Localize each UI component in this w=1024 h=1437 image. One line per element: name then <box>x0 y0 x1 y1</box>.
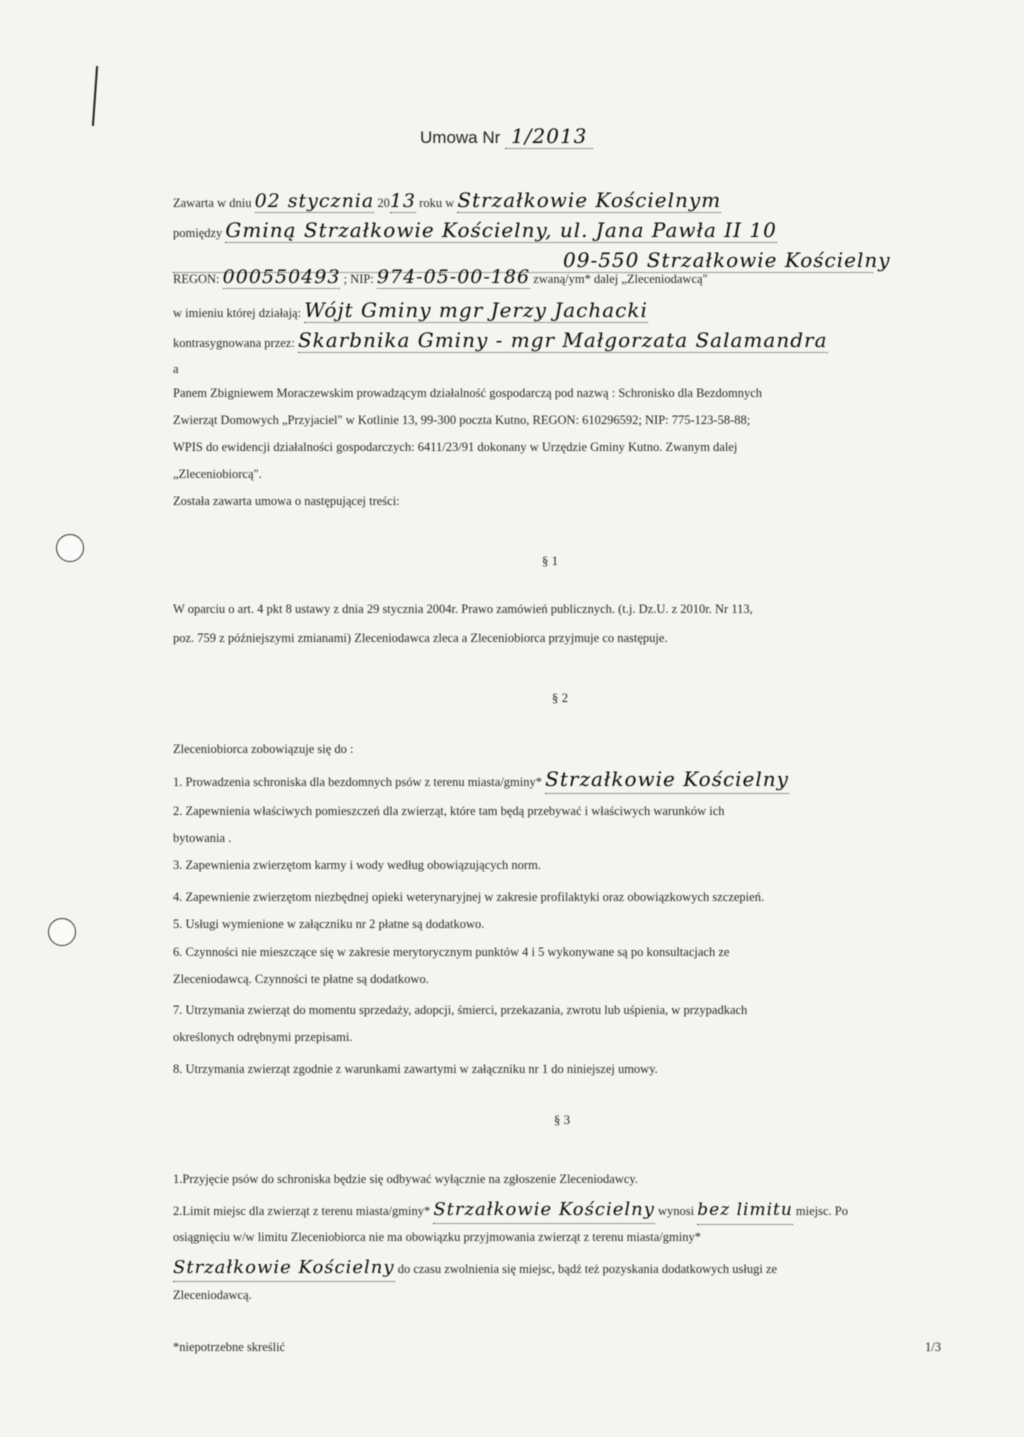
footnote: *niepotrzebne skreślić <box>173 1340 286 1354</box>
year-value: 13 <box>389 190 417 212</box>
regon-label: REGON: <box>173 272 220 286</box>
regon-value: 000550493 <box>222 266 341 288</box>
countersign-value: Skarbnika Gminy - mgr Małgorzata Salamandra <box>297 328 828 352</box>
section-3-item-2-c: miejsc. Po <box>795 1204 849 1218</box>
section-2-item-4: 4. Zapewnienie zwierzętom niezbędnej opieki weterynaryjnej w zakresie profilaktyki oraz obowiązkowych szczepień. <box>173 890 765 904</box>
contract-number: 1/2013 <box>505 124 593 149</box>
place-label: roku w <box>419 196 455 210</box>
section-3-item-2-line-1 <box>173 1196 848 1225</box>
regon-nip-line <box>173 266 708 289</box>
section-2-item-7a: 7. Utrzymania zwierząt do momentu sprzedaży, adopcji, śmierci, przekazania, zwrotu lub uśpienia, w przypadkach <box>173 1003 748 1017</box>
party2-line-4: „Zleceniobiorcą". <box>173 467 262 481</box>
title-prefix: Umowa Nr <box>420 128 501 147</box>
section-3-item-2-line-2: osiągnięciu w/w limitu Zleceniobiorca nie ma obowiązku przyjmowania zwierząt z terenu miasta/gminy* <box>173 1230 701 1244</box>
page-number: 1/3 <box>925 1340 941 1354</box>
conjunction: a <box>173 362 179 376</box>
year-label: 20 <box>377 196 390 210</box>
section-2-item-1 <box>173 766 789 796</box>
section-2-item-1-fill: Strzałkowie Kościelny <box>545 766 789 794</box>
section-2-item-6b: Zleceniodawcą. Czynności te płatne są dodatkowo. <box>173 972 429 986</box>
acting-line <box>173 298 648 323</box>
section-1-line-2: poz. 759 z późniejszymi zmianami) Zleceniodawca zleca a Zleceniobiorca przyjmuje co następuje. <box>173 631 668 645</box>
section-2-item-8: 8. Utrzymania zwierząt zgodnie z warunkami zawartymi w załączniku nr 1 do niniejszej umowy. <box>173 1062 658 1076</box>
party2-line-2: Zwierząt Domowych „Przyjaciel" w Kotlinie 13, 99-300 poczta Kutno, REGON: 610296592; NIP: 775-123-58-88; <box>173 413 751 427</box>
acting-label: w imieniu której działają: <box>173 306 302 320</box>
section-3-item-2-fill: Strzałkowie Kościelny <box>433 1196 655 1224</box>
party2-line-3: WPIS do ewidencji działalności gospodarczych: 6411/23/91 dokonany w Urzędzie Gminy Kutno. Zwanym dalej <box>173 440 738 454</box>
concluded-line <box>173 188 721 213</box>
section-3-item-2-line-3 <box>173 1254 777 1283</box>
section-2-item-7b: określonych odrębnymi przepisami. <box>173 1030 353 1044</box>
section-2-intro: Zleceniobiorca zobowiązuje się do : <box>173 742 354 756</box>
section-2-item-1-text: 1. Prowadzenia schroniska dla bezdomnych psów z terenu miasta/gminy* <box>173 775 543 789</box>
contract-title <box>420 124 593 149</box>
section-2-item-2b: bytowania . <box>173 831 232 845</box>
punch-hole-bottom <box>48 918 76 946</box>
called-text: zwaną/ym* dalej „Zleceniodawcą" <box>533 272 708 286</box>
countersign-label: kontrasygnowana przez: <box>173 336 295 350</box>
acting-value: Wójt Gminy mgr Jerzy Jachacki <box>304 298 648 322</box>
concluded-clause: Została zawarta umowa o następującej treści: <box>173 494 400 508</box>
section-3-item-2-a: 2.Limit miejsc dla zwierząt z terenu miasta/gminy* <box>173 1204 431 1218</box>
party2-line-1: Panem Zbigniewem Moraczewskim prowadzącym działalność gospodarczą pod nazwą : Schronisko dla Bezdomnych <box>173 386 763 400</box>
section-3-item-2-fill3: Strzałkowie Kościelny <box>173 1254 395 1282</box>
section-1-line-1: W oparciu o art. 4 pkt 8 ustawy z dnia 29 stycznia 2004r. Prawo zamówień publicznych. (t.j. Dz.U. z 2010r. Nr 113, <box>173 602 753 616</box>
section-2-title: § 2 <box>551 690 569 705</box>
concluded-label: Zawarta w dniu <box>173 196 252 210</box>
nip-label: ; NIP: <box>343 272 374 286</box>
party-line-1: Gminą Strzałkowie Kościelny, ul. Jana Pawła II 10 <box>225 218 777 242</box>
punch-hole-top <box>56 534 84 562</box>
section-3-item-2-line-4: Zleceniodawcą. <box>173 1288 252 1302</box>
place-value: Strzałkowie Kościelnym <box>457 188 722 212</box>
scan-mark <box>92 66 98 126</box>
party-line-2: 09-550 Strzałkowie Kościelny <box>563 248 891 272</box>
concluded-date: 02 stycznia <box>254 190 375 212</box>
section-3-item-2-line-3-text: do czasu zwolnienia się miejsc, bądź też pozyskania dodatkowych usługi ze <box>397 1262 778 1276</box>
section-3-title: § 3 <box>553 1112 571 1127</box>
section-2-item-2a: 2. Zapewnienia właściwych pomieszczeń dla zwierząt, które tam będą przebywać i właściwych warunków ich <box>173 804 725 818</box>
section-2-item-3: 3. Zapewnienia zwierzętom karmy i wody według obowiązujących norm. <box>173 858 541 872</box>
section-3-item-2-b: wynosi <box>658 1204 695 1218</box>
section-2-item-6a: 6. Czynności nie mieszczące się w zakresie merytorycznym punktów 4 i 5 wykonywane są po konsultacjach ze <box>173 945 730 959</box>
section-3-item-1: 1.Przyjęcie psów do schroniska będzie się odbywać wyłącznie na zgłoszenie Zleceniodawcy. <box>173 1172 638 1186</box>
nip-value: 974-05-00-186 <box>376 266 531 288</box>
between-line <box>173 218 777 243</box>
section-1-title: § 1 <box>541 553 559 568</box>
countersign-line <box>173 328 828 353</box>
section-2-item-5: 5. Usługi wymienione w załączniku nr 2 płatne są dodatkowo. <box>173 917 485 931</box>
section-3-item-2-fill2: bez limitu <box>697 1197 793 1225</box>
between-label: pomiędzy <box>173 226 223 240</box>
